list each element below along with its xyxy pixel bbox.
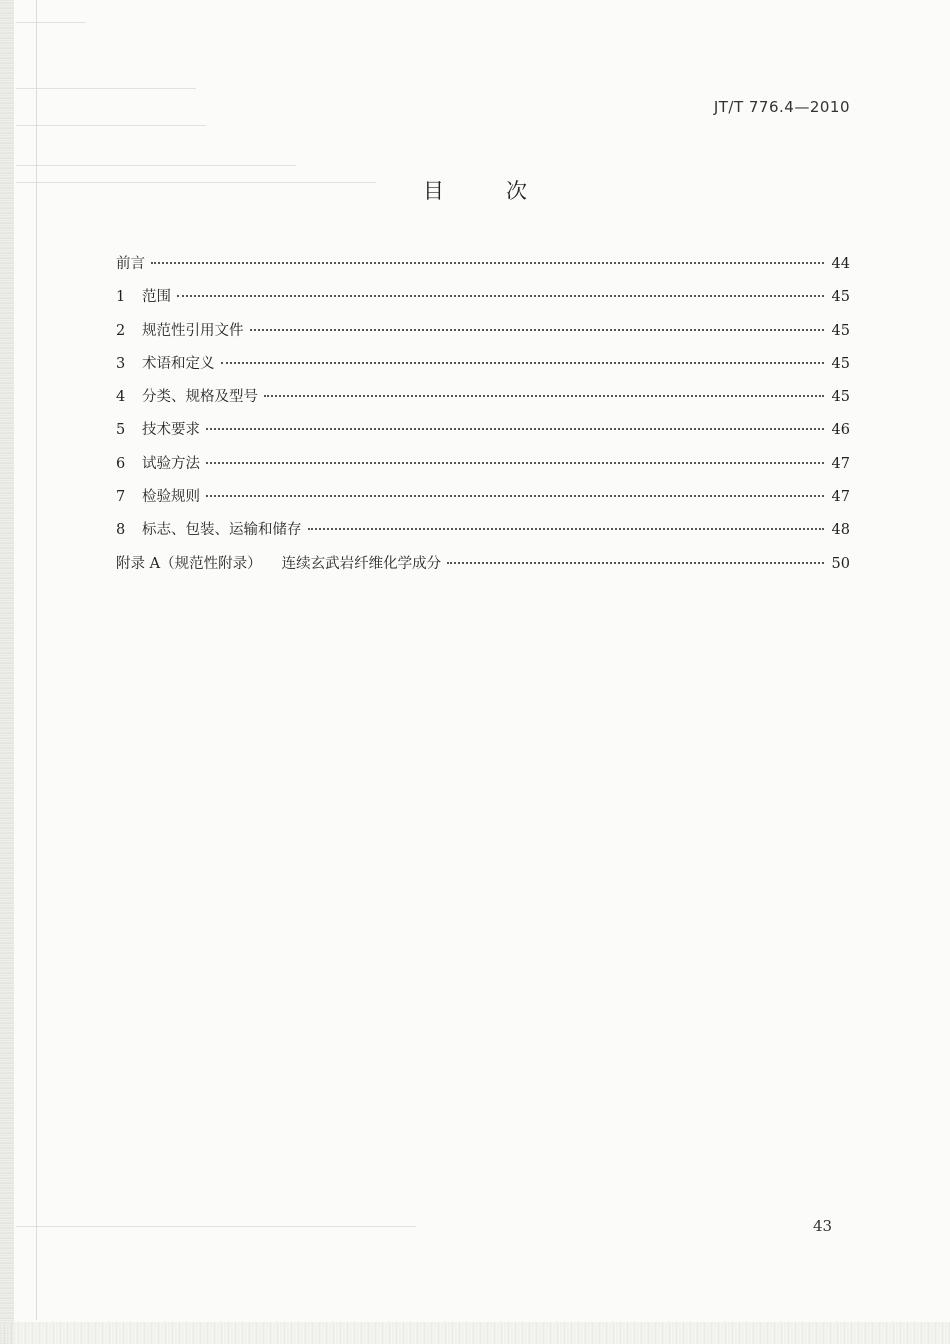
toc-entry-page: 47	[831, 489, 850, 506]
toc-entry-label: 前言	[116, 256, 145, 272]
toc-entry-label: 分类、规格及型号	[142, 389, 258, 406]
toc-leader-dots	[221, 362, 825, 364]
toc-entry-page: 45	[831, 355, 850, 372]
toc-entry-4[interactable]	[116, 385, 850, 418]
scan-noise	[16, 165, 296, 166]
toc-leader-dots	[250, 329, 825, 331]
toc-leader-dots	[264, 395, 824, 397]
scan-noise	[16, 22, 86, 23]
toc-entry-page: 45	[831, 322, 850, 339]
toc-entry-6[interactable]	[116, 452, 850, 485]
toc-title-right: 次	[506, 179, 527, 203]
toc-leader-dots	[206, 495, 824, 497]
toc-leader-dots	[206, 428, 824, 430]
toc-entry-label: 技术要求	[142, 422, 200, 439]
toc-title-left: 目	[423, 179, 444, 203]
toc-entry-num: 8	[116, 522, 126, 539]
bottom-edge-artifact	[0, 1322, 950, 1344]
appendix-label: 附录 A（规范性附录）	[116, 555, 262, 572]
toc-leader-dots	[308, 528, 825, 530]
toc-entry-appendix-a[interactable]	[116, 552, 850, 585]
scan-noise	[16, 1226, 416, 1227]
toc-entry-num: 2	[116, 322, 126, 339]
toc-entry-2[interactable]	[116, 319, 850, 352]
toc-entry-3[interactable]	[116, 352, 850, 385]
toc-entry-foreword[interactable]	[116, 252, 850, 285]
toc-leader-dots	[447, 562, 824, 564]
toc-entry-5[interactable]	[116, 418, 850, 451]
toc-leader-dots	[177, 295, 824, 297]
toc-entry-page: 48	[831, 522, 850, 539]
toc-entry-num: 7	[116, 489, 126, 506]
toc-entry-page: 50	[831, 555, 850, 572]
table-of-contents	[116, 252, 850, 585]
toc-entry-page: 47	[831, 455, 850, 472]
toc-entry-label: 范围	[142, 289, 171, 306]
toc-entry-page: 46	[831, 422, 850, 439]
toc-entry-8[interactable]	[116, 518, 850, 551]
toc-entry-page: 45	[831, 389, 850, 406]
toc-entry-num: 1	[116, 289, 126, 306]
toc-entry-num: 4	[116, 389, 126, 406]
scan-noise	[16, 88, 196, 89]
toc-entry-label: 规范性引用文件	[142, 322, 244, 339]
standard-code: JT/T 776.4—2010	[713, 98, 850, 116]
page-number: 43	[813, 1217, 833, 1235]
toc-entry-label: 术语和定义	[142, 355, 215, 372]
toc-leader-dots	[206, 462, 824, 464]
toc-leader-dots	[151, 262, 824, 264]
toc-entry-label: 标志、包装、运输和储存	[142, 522, 302, 539]
toc-entry-label: 试验方法	[142, 455, 200, 472]
toc-title	[0, 175, 950, 205]
appendix-title: 连续玄武岩纤维化学成分	[281, 555, 442, 572]
toc-entry-1[interactable]	[116, 285, 850, 318]
toc-entry-num: 5	[116, 422, 126, 439]
toc-entry-num: 6	[116, 455, 126, 472]
toc-entry-page: 44	[831, 256, 850, 272]
scan-noise	[16, 125, 206, 126]
toc-entry-page: 45	[831, 289, 850, 306]
toc-entry-label: 检验规则	[142, 489, 200, 506]
toc-entry-num: 3	[116, 355, 126, 372]
toc-entry-7[interactable]	[116, 485, 850, 518]
